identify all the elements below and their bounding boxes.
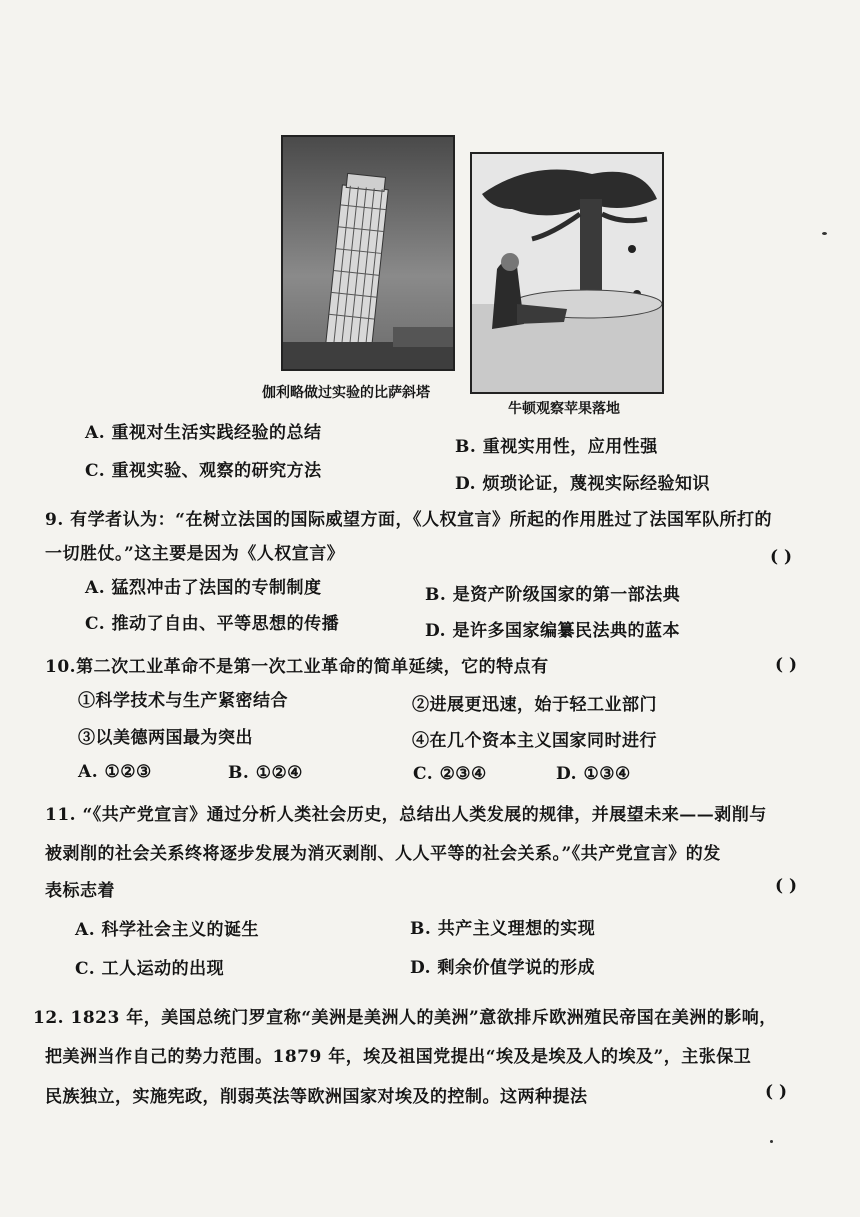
q8-option-a[interactable]: A. 重视对生活实践经验的总结	[85, 423, 322, 443]
q11-stem-line3: 表标志着	[45, 881, 115, 901]
figure-caption-pisa: 伽利略做过实验的比萨斜塔	[262, 385, 430, 401]
q11-stem-line2: 被剥削的社会关系终将逐步发展为消灭剥削、人人平等的社会关系。”《共产党宣言》的发	[45, 844, 721, 864]
q10-stem: 10.第二次工业革命不是第一次工业革命的简单延续，它的特点有	[45, 657, 549, 677]
q11-answer-paren[interactable]: ( )	[775, 876, 798, 896]
q11-stem-line1: 11. “《共产党宣言》通过分析人类社会历史，总结出人类发展的规律，并展望未来——剥削与	[45, 805, 767, 825]
q9-option-a[interactable]: A. 猛烈冲击了法国的专制制度	[85, 578, 322, 598]
q8-option-b[interactable]: B. 重视实用性，应用性强	[455, 437, 658, 457]
scan-speck	[822, 232, 827, 235]
q10-item-1: ①科学技术与生产紧密结合	[78, 691, 288, 711]
q9-stem-line1: 9. 有学者认为：“在树立法国的国际威望方面，《人权宣言》所起的作用胜过了法国军队所打的	[45, 510, 772, 530]
q10-option-b[interactable]: B. ①②④	[228, 763, 303, 783]
pisa-tower-image	[281, 135, 455, 371]
q11-option-a[interactable]: A. 科学社会主义的诞生	[75, 920, 260, 940]
figure-caption-newton: 牛顿观察苹果落地	[508, 401, 620, 417]
q11-option-c[interactable]: C. 工人运动的出现	[75, 959, 225, 979]
q9-option-d[interactable]: D. 是许多国家编纂民法典的蓝本	[425, 621, 680, 641]
q10-option-d[interactable]: D. ①③④	[556, 764, 631, 784]
q9-option-b[interactable]: B. 是资产阶级国家的第一部法典	[425, 585, 681, 605]
q11-option-b[interactable]: B. 共产主义理想的实现	[410, 919, 596, 939]
q12-answer-paren[interactable]: ( )	[765, 1082, 788, 1102]
q9-option-c[interactable]: C. 推动了自由、平等思想的传播	[85, 614, 340, 634]
q11-option-d[interactable]: D. 剩余价值学说的形成	[410, 958, 595, 978]
q10-item-3: ③以美德两国最为突出	[78, 728, 253, 748]
q10-item-4: ④在几个资本主义国家同时进行	[412, 731, 657, 751]
newton-illustration	[472, 154, 662, 392]
q9-stem-line2: 一切胜仗。”这主要是因为《人权宣言》	[45, 544, 345, 564]
q10-answer-paren[interactable]: ( )	[775, 655, 798, 675]
q12-stem-line3: 民族独立，实施宪政，削弱英法等欧洲国家对埃及的控制。这两种提法	[45, 1087, 588, 1107]
q8-option-d[interactable]: D. 烦琐论证，蔑视实际经验知识	[455, 474, 710, 494]
q10-option-c[interactable]: C. ②③④	[413, 764, 487, 784]
q12-stem-line1: 12. 1823 年，美国总统门罗宣称“美洲是美洲人的美洲”意欲排斥欧洲殖民帝国在美洲的影响，	[33, 1008, 777, 1028]
q8-option-c[interactable]: C. 重视实验、观察的研究方法	[85, 461, 322, 481]
scan-speck	[770, 1140, 773, 1143]
pisa-tower-illustration	[283, 137, 453, 369]
q9-answer-paren[interactable]: ( )	[770, 547, 793, 567]
newton-apple-tree-image	[470, 152, 664, 394]
q10-option-a[interactable]: A. ①②③	[78, 762, 152, 782]
q10-item-2: ②进展更迅速，始于轻工业部门	[412, 695, 657, 715]
q12-stem-line2: 把美洲当作自己的势力范围。1879 年，埃及祖国党提出“埃及是埃及人的埃及”，主张保卫	[45, 1047, 752, 1067]
